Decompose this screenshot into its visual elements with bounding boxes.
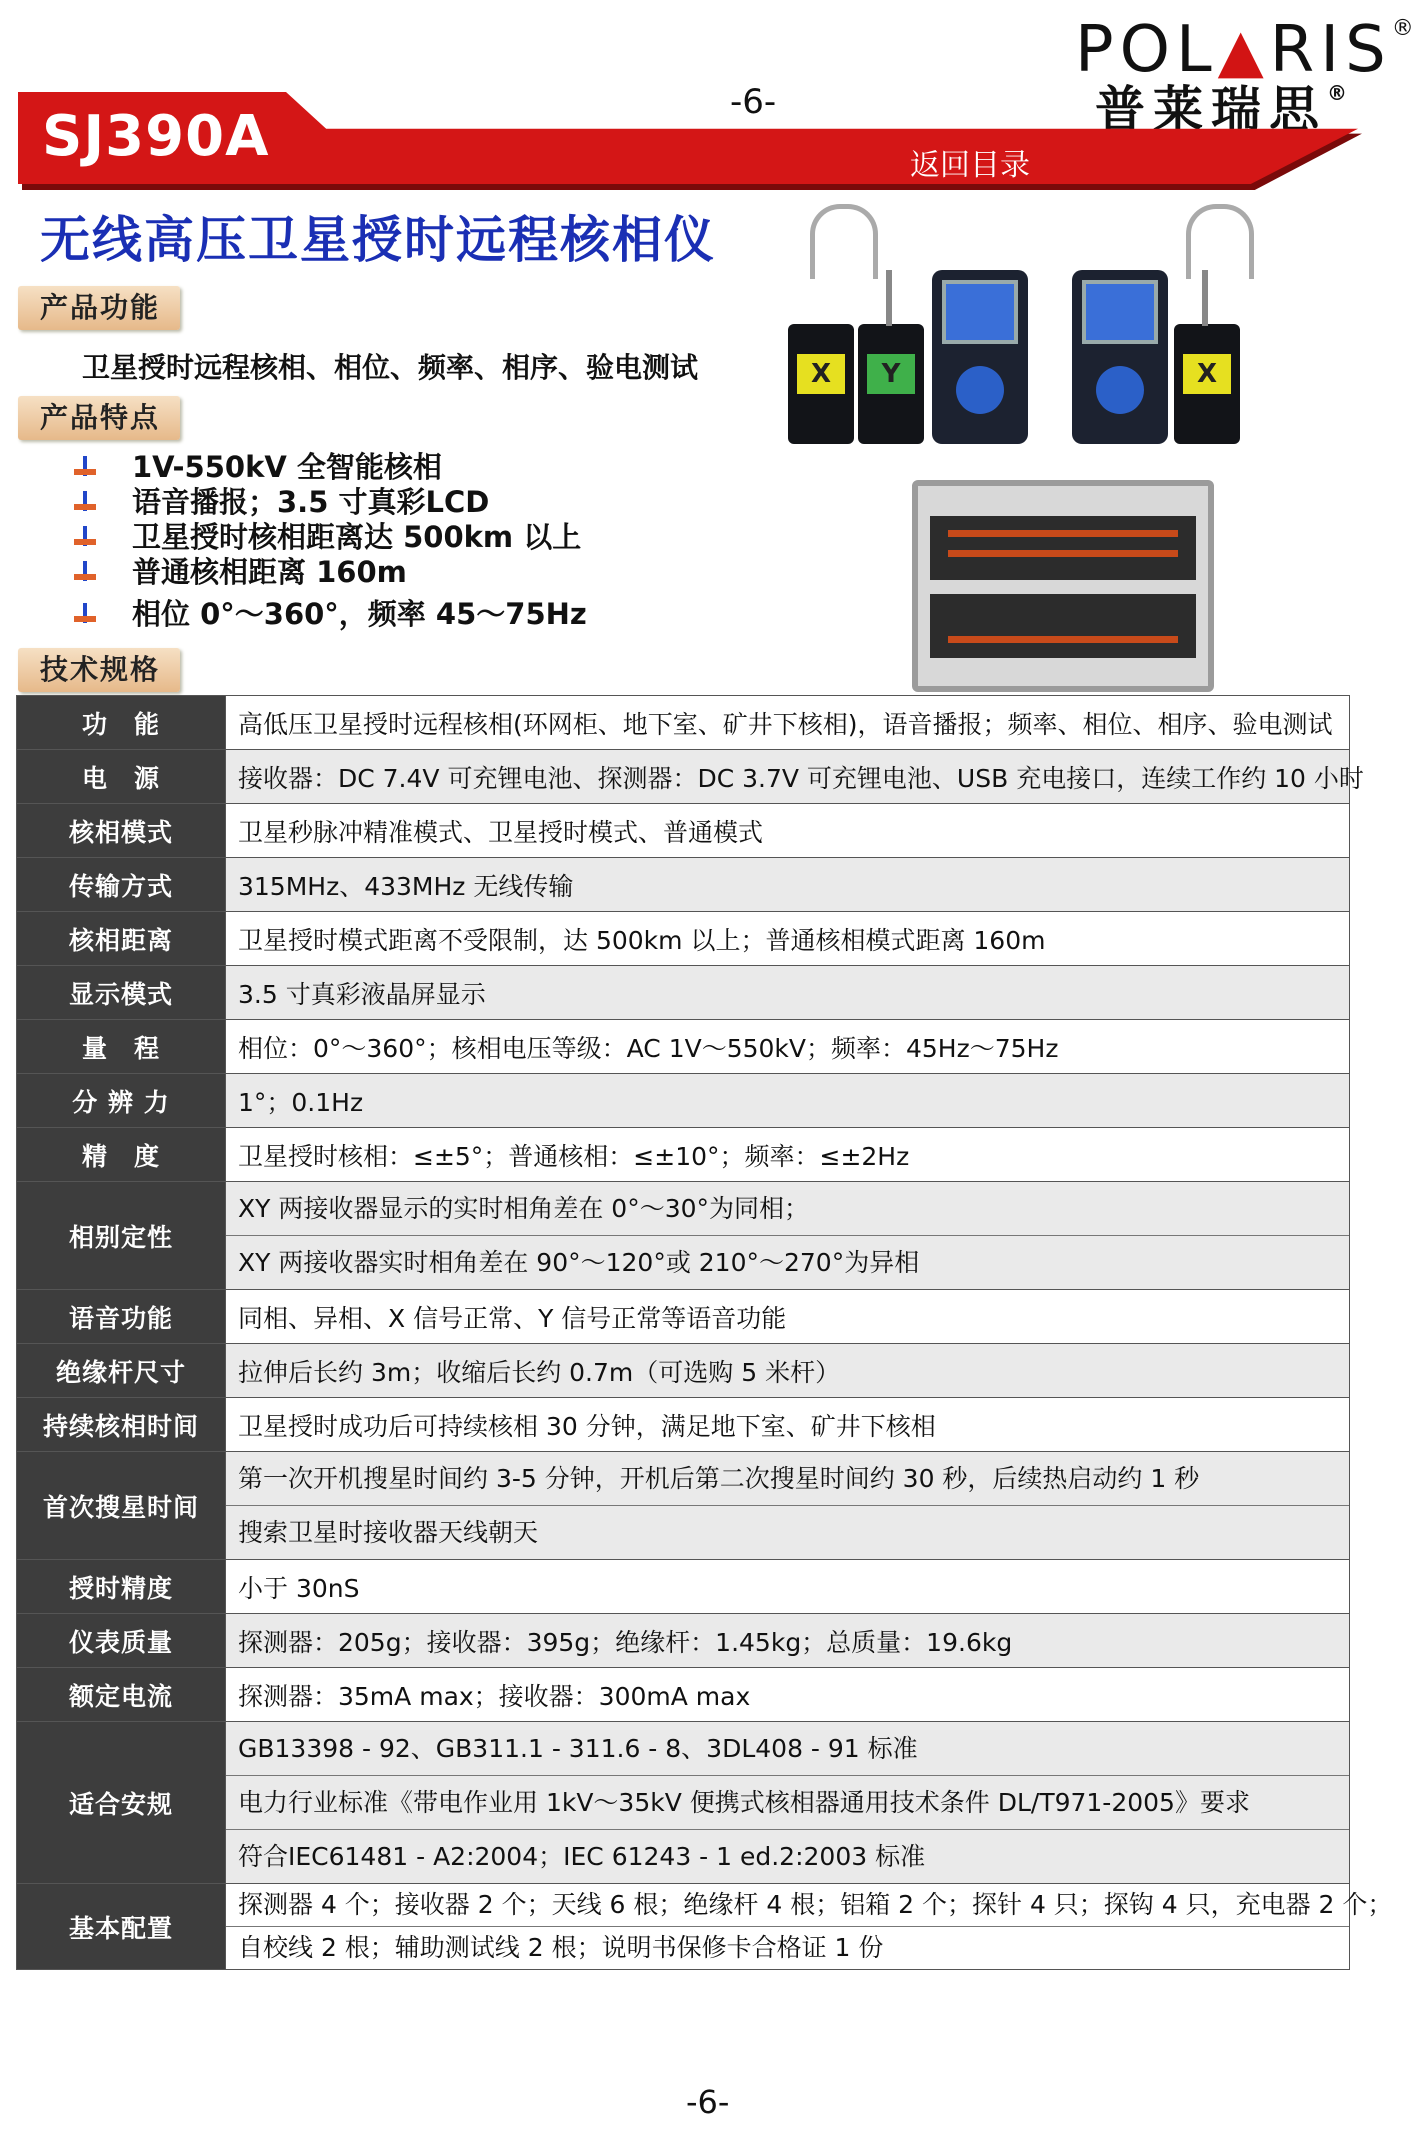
- spec-value: 卫星秒脉冲精准模式、卫星授时模式、普通模式: [226, 804, 1350, 858]
- spec-value: 1°；0.1Hz: [226, 1074, 1350, 1128]
- feature-item: [70, 450, 587, 484]
- logo-registered-mark: ®: [1391, 16, 1420, 41]
- feature-item: [70, 597, 587, 631]
- spec-label: 语音功能: [17, 1290, 226, 1344]
- table-row: [17, 966, 1350, 1020]
- features-section-label: 产品特点: [40, 401, 161, 434]
- spec-value: 探测器：35mA max；接收器：300mA max: [226, 1668, 1350, 1722]
- spec-value: 自校线 2 根；辅助测试线 2 根；说明书保修卡合格证 1 份: [238, 1933, 884, 1962]
- bullet-icon: [74, 491, 96, 513]
- spec-value: 相位：0°～360°；核相电压等级：AC 1V～550kV；频率：45Hz～75Hz: [226, 1020, 1350, 1074]
- table-row: [17, 696, 1350, 750]
- spec-value-group: [226, 1722, 1350, 1884]
- spec-value: 卫星授时核相：≤±5°；普通核相：≤±10°；频率：≤±2Hz: [226, 1128, 1350, 1182]
- receiver-keypad: [956, 366, 1004, 414]
- probe-x-face: X: [1183, 354, 1231, 394]
- spec-label: 核相距离: [17, 912, 226, 966]
- spec-value: 同相、异相、X 信号正常、Y 信号正常等语音功能: [226, 1290, 1350, 1344]
- table-row: [17, 858, 1350, 912]
- receiver-device: [932, 270, 1028, 444]
- bullet-icon: [74, 561, 96, 583]
- spec-value: 卫星授时模式距离不受限制，达 500km 以上；普通核相模式距离 160m: [226, 912, 1350, 966]
- spec-value: 315MHz、433MHz 无线传输: [226, 858, 1350, 912]
- receiver-screen: [942, 280, 1018, 344]
- spec-value-group: [226, 1452, 1350, 1560]
- feature-item: [70, 520, 587, 554]
- brand-logo: [1075, 13, 1420, 140]
- table-row: [17, 1344, 1350, 1398]
- case-compartment: [930, 594, 1196, 658]
- probe-hook: [1186, 204, 1254, 279]
- page-number-top: -6-: [730, 82, 777, 122]
- product-title: 无线高压卫星授时远程核相仪: [40, 211, 716, 269]
- feature-text: 1V-550kV 全智能核相: [132, 450, 442, 484]
- table-row: [17, 1452, 1350, 1560]
- product-photo: [782, 200, 1218, 690]
- spec-value: 符合IEC61481 - A2:2004；IEC 61243 - 1 ed.2:2003 标准: [238, 1842, 926, 1871]
- table-row: [17, 1290, 1350, 1344]
- table-row: [17, 912, 1350, 966]
- insulation-rod: [948, 636, 1178, 643]
- table-row: [17, 1668, 1350, 1722]
- spec-value: 接收器：DC 7.4V 可充锂电池、探测器：DC 3.7V 可充锂电池、USB 充电接口，连续工作约 10 小时: [226, 750, 1350, 804]
- bullet-icon: [74, 526, 96, 548]
- spec-value: XY 两接收器显示的实时相角差在 0°～30°为同相；: [226, 1182, 1349, 1236]
- spec-section-tag: [18, 648, 180, 692]
- feature-text: 相位 0°～360°，频率 45～75Hz: [132, 597, 587, 631]
- spec-label: 基本配置: [17, 1884, 226, 1970]
- model-name: SJ390A: [42, 104, 270, 169]
- spec-value: 拉伸后长约 3m；收缩后长约 0.7m（可选购 5 米杆）: [226, 1344, 1350, 1398]
- function-text: 卫星授时远程核相、相位、频率、相序、验电测试: [82, 351, 699, 384]
- table-row: [17, 750, 1350, 804]
- spec-label: 首次搜星时间: [17, 1452, 226, 1560]
- probe-antenna: [1202, 270, 1208, 326]
- spec-value: 探测器 4 个；接收器 2 个；天线 6 根；绝缘杆 4 根；铝箱 2 个；探针 4 只；探钩 4 只，充电器 2 个；: [226, 1884, 1349, 1927]
- spec-value: 卫星授时成功后可持续核相 30 分钟，满足地下室、矿井下核相: [226, 1398, 1350, 1452]
- table-row: [17, 1884, 1350, 1970]
- spec-value: 3.5 寸真彩液晶屏显示: [226, 966, 1350, 1020]
- bullet-icon: [74, 603, 96, 625]
- spec-value: 搜索卫星时接收器天线朝天: [238, 1518, 539, 1547]
- page-number-bottom: -6-: [686, 2083, 730, 2121]
- feature-text: 卫星授时核相距离达 500km 以上: [132, 520, 582, 554]
- table-row: [17, 1722, 1350, 1884]
- receiver-keypad: [1096, 366, 1144, 414]
- spec-value: 小于 30nS: [226, 1560, 1350, 1614]
- table-row: [17, 1560, 1350, 1614]
- spec-label: 分 辨 力: [17, 1074, 226, 1128]
- table-row: [17, 1128, 1350, 1182]
- spec-value: 电力行业标准《带电作业用 1kV～35kV 便携式核相器通用技术条件 DL/T971-2005》要求: [226, 1776, 1349, 1830]
- spec-label: 功 能: [17, 696, 226, 750]
- case-compartment: [930, 516, 1196, 580]
- carrying-case: [912, 480, 1214, 692]
- probe-x: [788, 324, 854, 444]
- spec-label: 绝缘杆尺寸: [17, 1344, 226, 1398]
- spec-value: GB13398 - 92、GB311.1 - 311.6 - 8、3DL408 - 91 标准: [226, 1722, 1349, 1776]
- spec-label: 仪表质量: [17, 1614, 226, 1668]
- probe-x-face: X: [797, 354, 845, 394]
- spec-value: 探测器：205g；接收器：395g；绝缘杆：1.45kg；总质量：19.6kg: [226, 1614, 1350, 1668]
- probe-y-face: Y: [867, 354, 915, 394]
- table-row: [17, 804, 1350, 858]
- table-row: [17, 1074, 1350, 1128]
- table-row: [17, 1182, 1350, 1290]
- feature-text: 普通核相距离 160m: [132, 555, 407, 589]
- feature-item: [70, 555, 587, 589]
- spec-label: 电 源: [17, 750, 226, 804]
- spec-label: 显示模式: [17, 966, 226, 1020]
- receiver-screen: [1082, 280, 1158, 344]
- spec-label: 持续核相时间: [17, 1398, 226, 1452]
- spec-label: 传输方式: [17, 858, 226, 912]
- bullet-icon: [74, 456, 96, 478]
- spec-value: XY 两接收器实时相角差在 90°～120°或 210°～270°为异相: [238, 1248, 920, 1277]
- probe-y: [858, 324, 924, 444]
- spec-label: 精 度: [17, 1128, 226, 1182]
- spec-label: 量 程: [17, 1020, 226, 1074]
- probe-antenna: [886, 270, 892, 326]
- probe-hook: [810, 204, 878, 279]
- spec-value-group: [226, 1884, 1393, 1970]
- spec-section-label: 技术规格: [40, 653, 161, 686]
- features-section-tag: [18, 396, 180, 440]
- spec-value: 第一次开机搜星时间约 3-5 分钟，开机后第二次搜星时间约 30 秒，后续热启动约 1 秒: [226, 1452, 1349, 1506]
- receiver-device: [1072, 270, 1168, 444]
- logo-chinese-text: 普莱瑞思: [1095, 81, 1327, 139]
- back-to-contents-link[interactable]: 返回目录: [910, 148, 1030, 183]
- insulation-rod: [948, 550, 1178, 557]
- spec-table: [16, 695, 1393, 1970]
- logo-cn-registered-mark: ®: [1327, 81, 1355, 105]
- table-row: [17, 1398, 1350, 1452]
- table-row: [17, 1614, 1350, 1668]
- insulation-rod: [948, 530, 1178, 537]
- function-section-label: 产品功能: [40, 291, 161, 324]
- spec-label: 核相模式: [17, 804, 226, 858]
- function-section-tag: [18, 286, 180, 330]
- feature-item: [70, 485, 587, 519]
- spec-value-group: [226, 1182, 1350, 1290]
- spec-label: 授时精度: [17, 1560, 226, 1614]
- feature-list: [70, 450, 587, 632]
- logo-english: POL▲RIS®: [1075, 13, 1420, 87]
- spec-value: 高低压卫星授时远程核相(环网柜、地下室、矿井下核相)，语音播报；频率、相位、相序、验电测试: [226, 696, 1350, 750]
- spec-label: 适合安规: [17, 1722, 226, 1884]
- feature-text: 语音播报；3.5 寸真彩LCD: [132, 485, 490, 519]
- spec-label: 相别定性: [17, 1182, 226, 1290]
- spec-label: 额定电流: [17, 1668, 226, 1722]
- probe-x: [1174, 324, 1240, 444]
- logo-triangle-icon: ▲: [1217, 16, 1270, 86]
- table-row: [17, 1020, 1350, 1074]
